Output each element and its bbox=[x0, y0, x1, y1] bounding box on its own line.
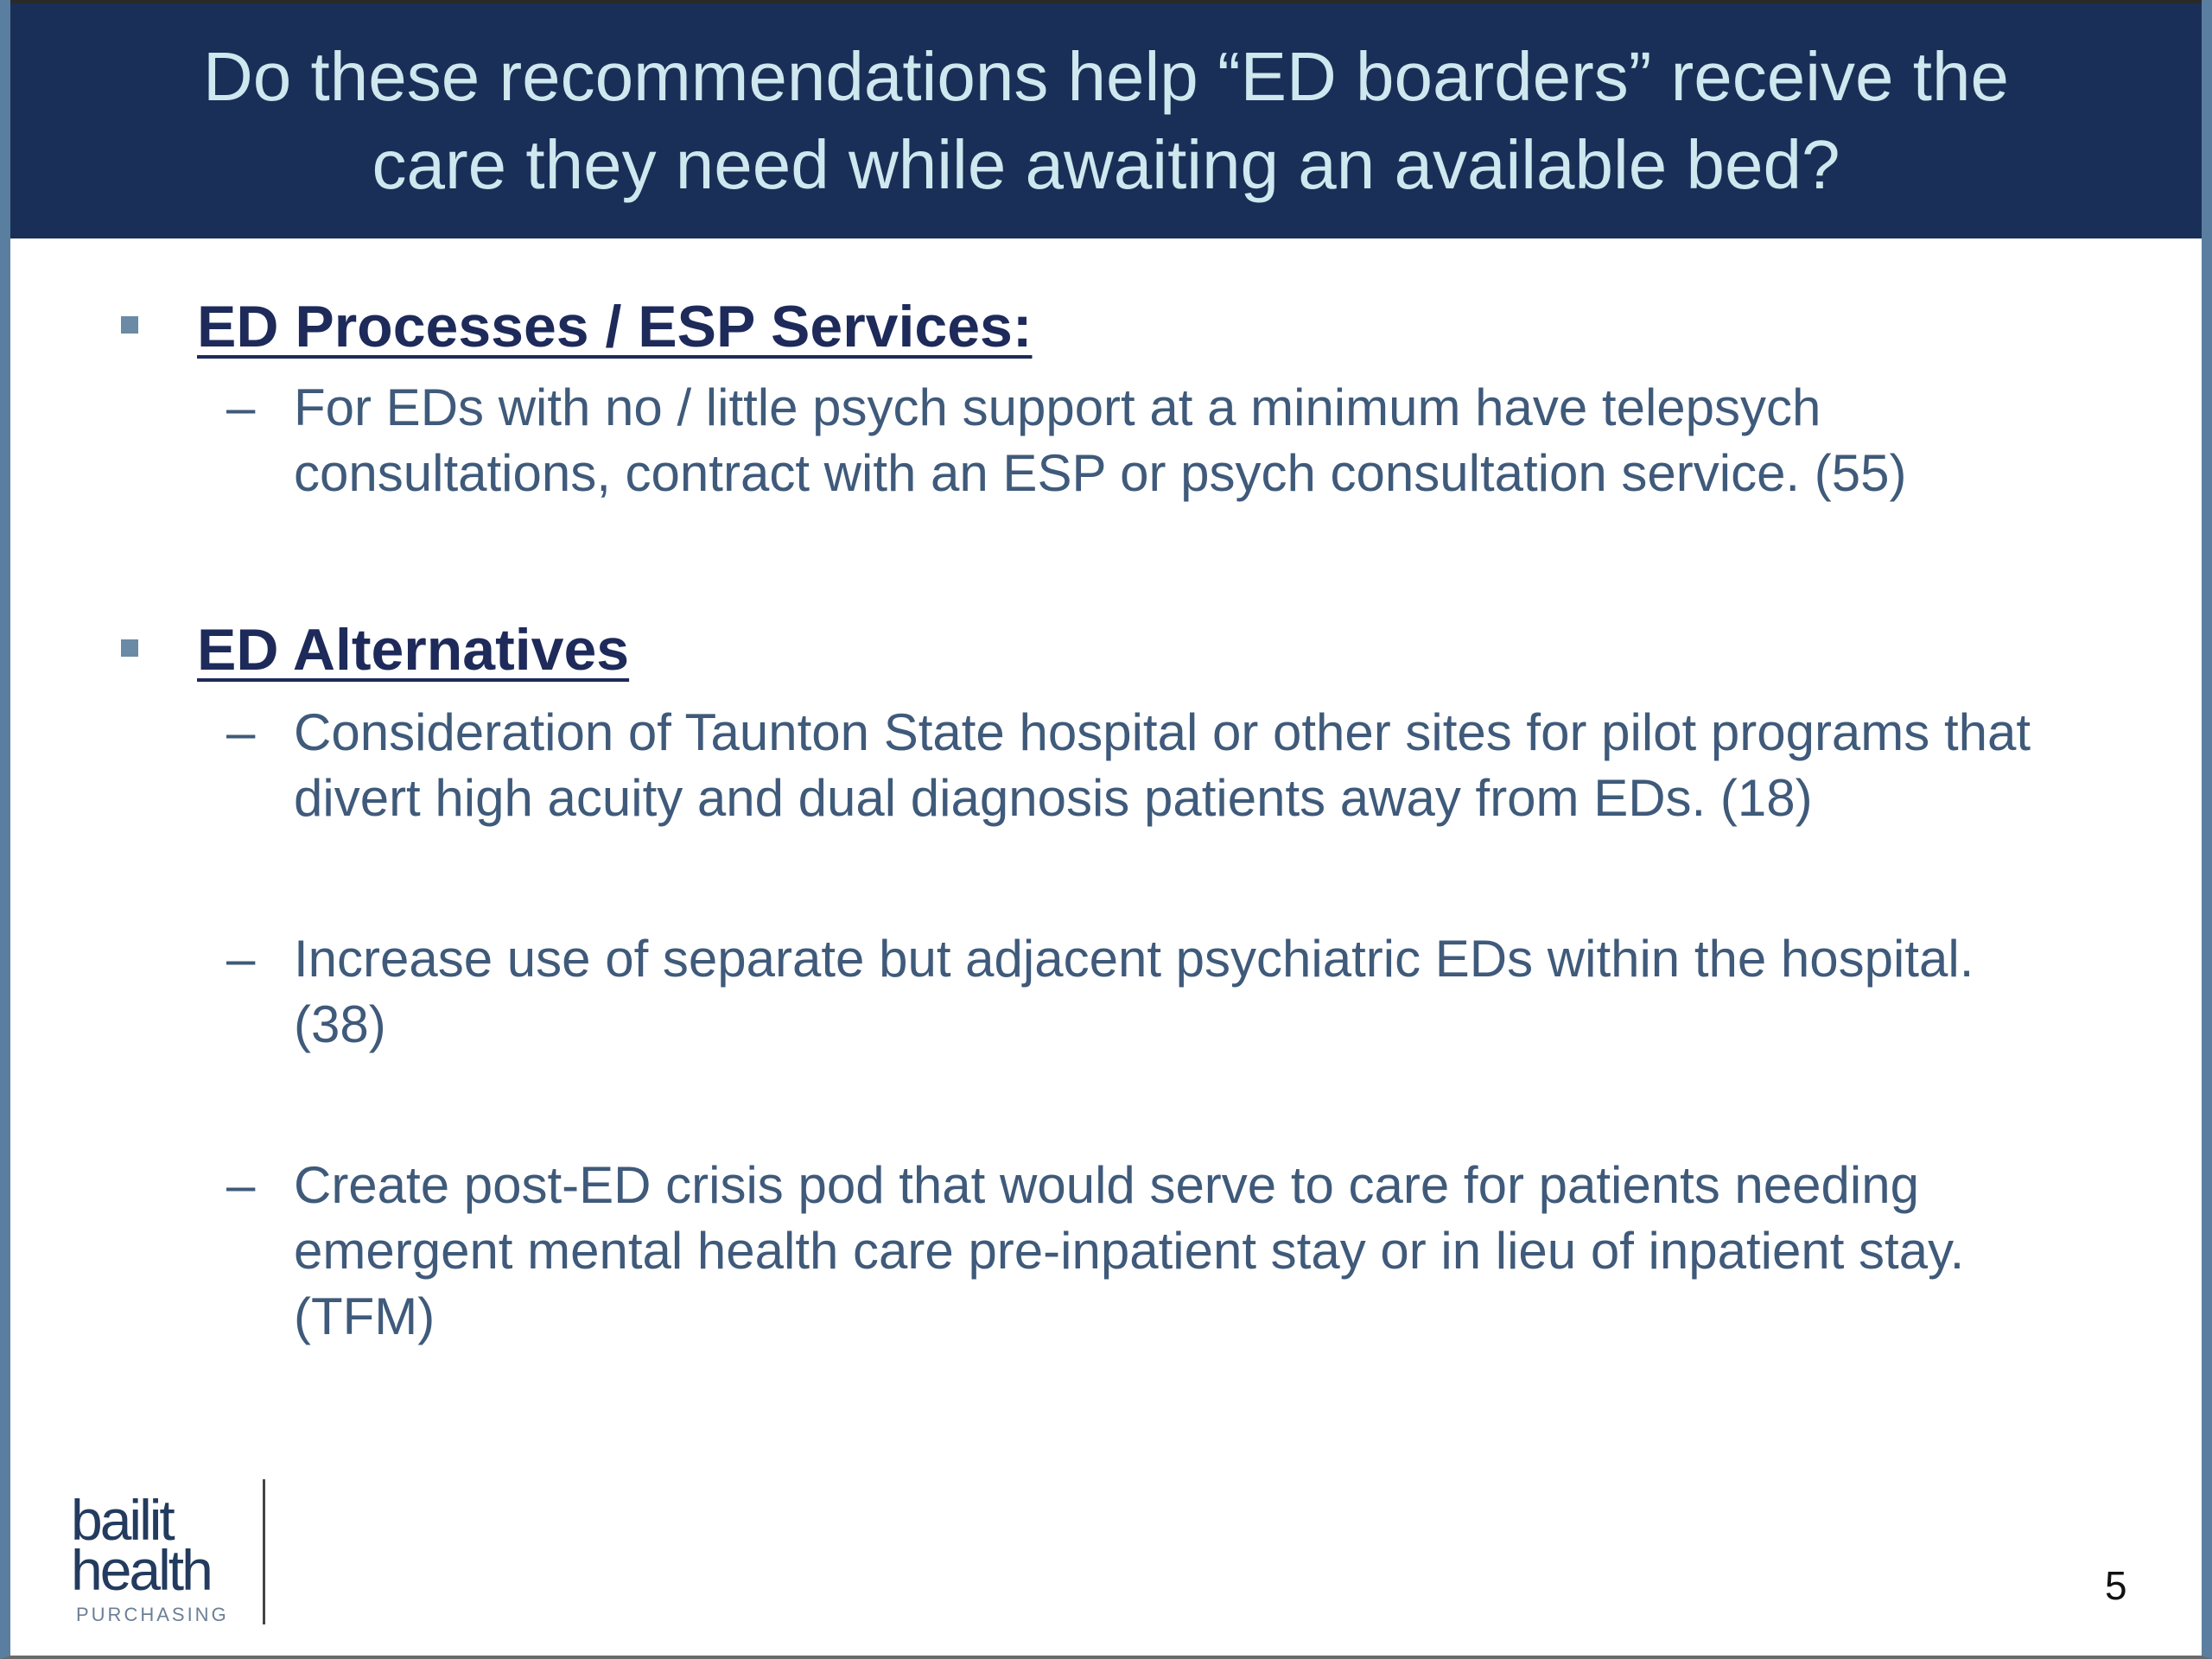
logo-word-health: health bbox=[71, 1538, 211, 1602]
logo-word-bailit: bailit bbox=[71, 1488, 173, 1552]
dash-bullet-icon: – bbox=[226, 378, 256, 436]
title-bar bbox=[0, 0, 2212, 238]
dash-bullet-icon: – bbox=[226, 930, 256, 988]
dash-bullet-icon: – bbox=[226, 703, 256, 761]
list-item-text: Consideration of Taunton State hospital or other sites for pilot programs that divert high acuity and dual diagnosis patients away from EDs. (18) bbox=[294, 703, 2031, 827]
section-heading-row bbox=[10, 613, 2202, 686]
section-ed-processes bbox=[10, 290, 2202, 502]
square-bullet-icon bbox=[121, 316, 138, 334]
list-item-text: Increase use of separate but adjacent psychiatric EDs within the hospital. (38) bbox=[294, 930, 1974, 1053]
company-logo bbox=[71, 1488, 278, 1631]
logo-divider bbox=[263, 1479, 265, 1624]
slide-title-line-2: care they need while awaiting an available bed? bbox=[372, 126, 1840, 203]
slide-title bbox=[43, 33, 2169, 209]
section-ed-alternatives bbox=[10, 613, 2202, 1345]
list-item-text: Create post-ED crisis pod that would serve to care for patients needing emergent mental health care pre-inpatient stay or in lieu of inpatient stay. (TFM) bbox=[294, 1156, 1965, 1345]
slide-title-line-1: Do these recommendations help “ED boarders” receive the bbox=[203, 38, 2009, 115]
section-heading: ED Processes / ESP Services: bbox=[197, 294, 1033, 359]
section-heading: ED Alternatives bbox=[197, 617, 630, 683]
section-heading-row bbox=[10, 290, 2202, 363]
page-number: 5 bbox=[2105, 1563, 2127, 1608]
list-item-text: For EDs with no / little psych support at a minimum have telepsych consultations, contract with an ESP or psych consultation service. (55) bbox=[294, 378, 1907, 502]
logo-word-purchasing: PURCHASING bbox=[76, 1604, 229, 1625]
dash-bullet-icon: – bbox=[226, 1156, 256, 1214]
square-bullet-icon bbox=[121, 639, 138, 657]
